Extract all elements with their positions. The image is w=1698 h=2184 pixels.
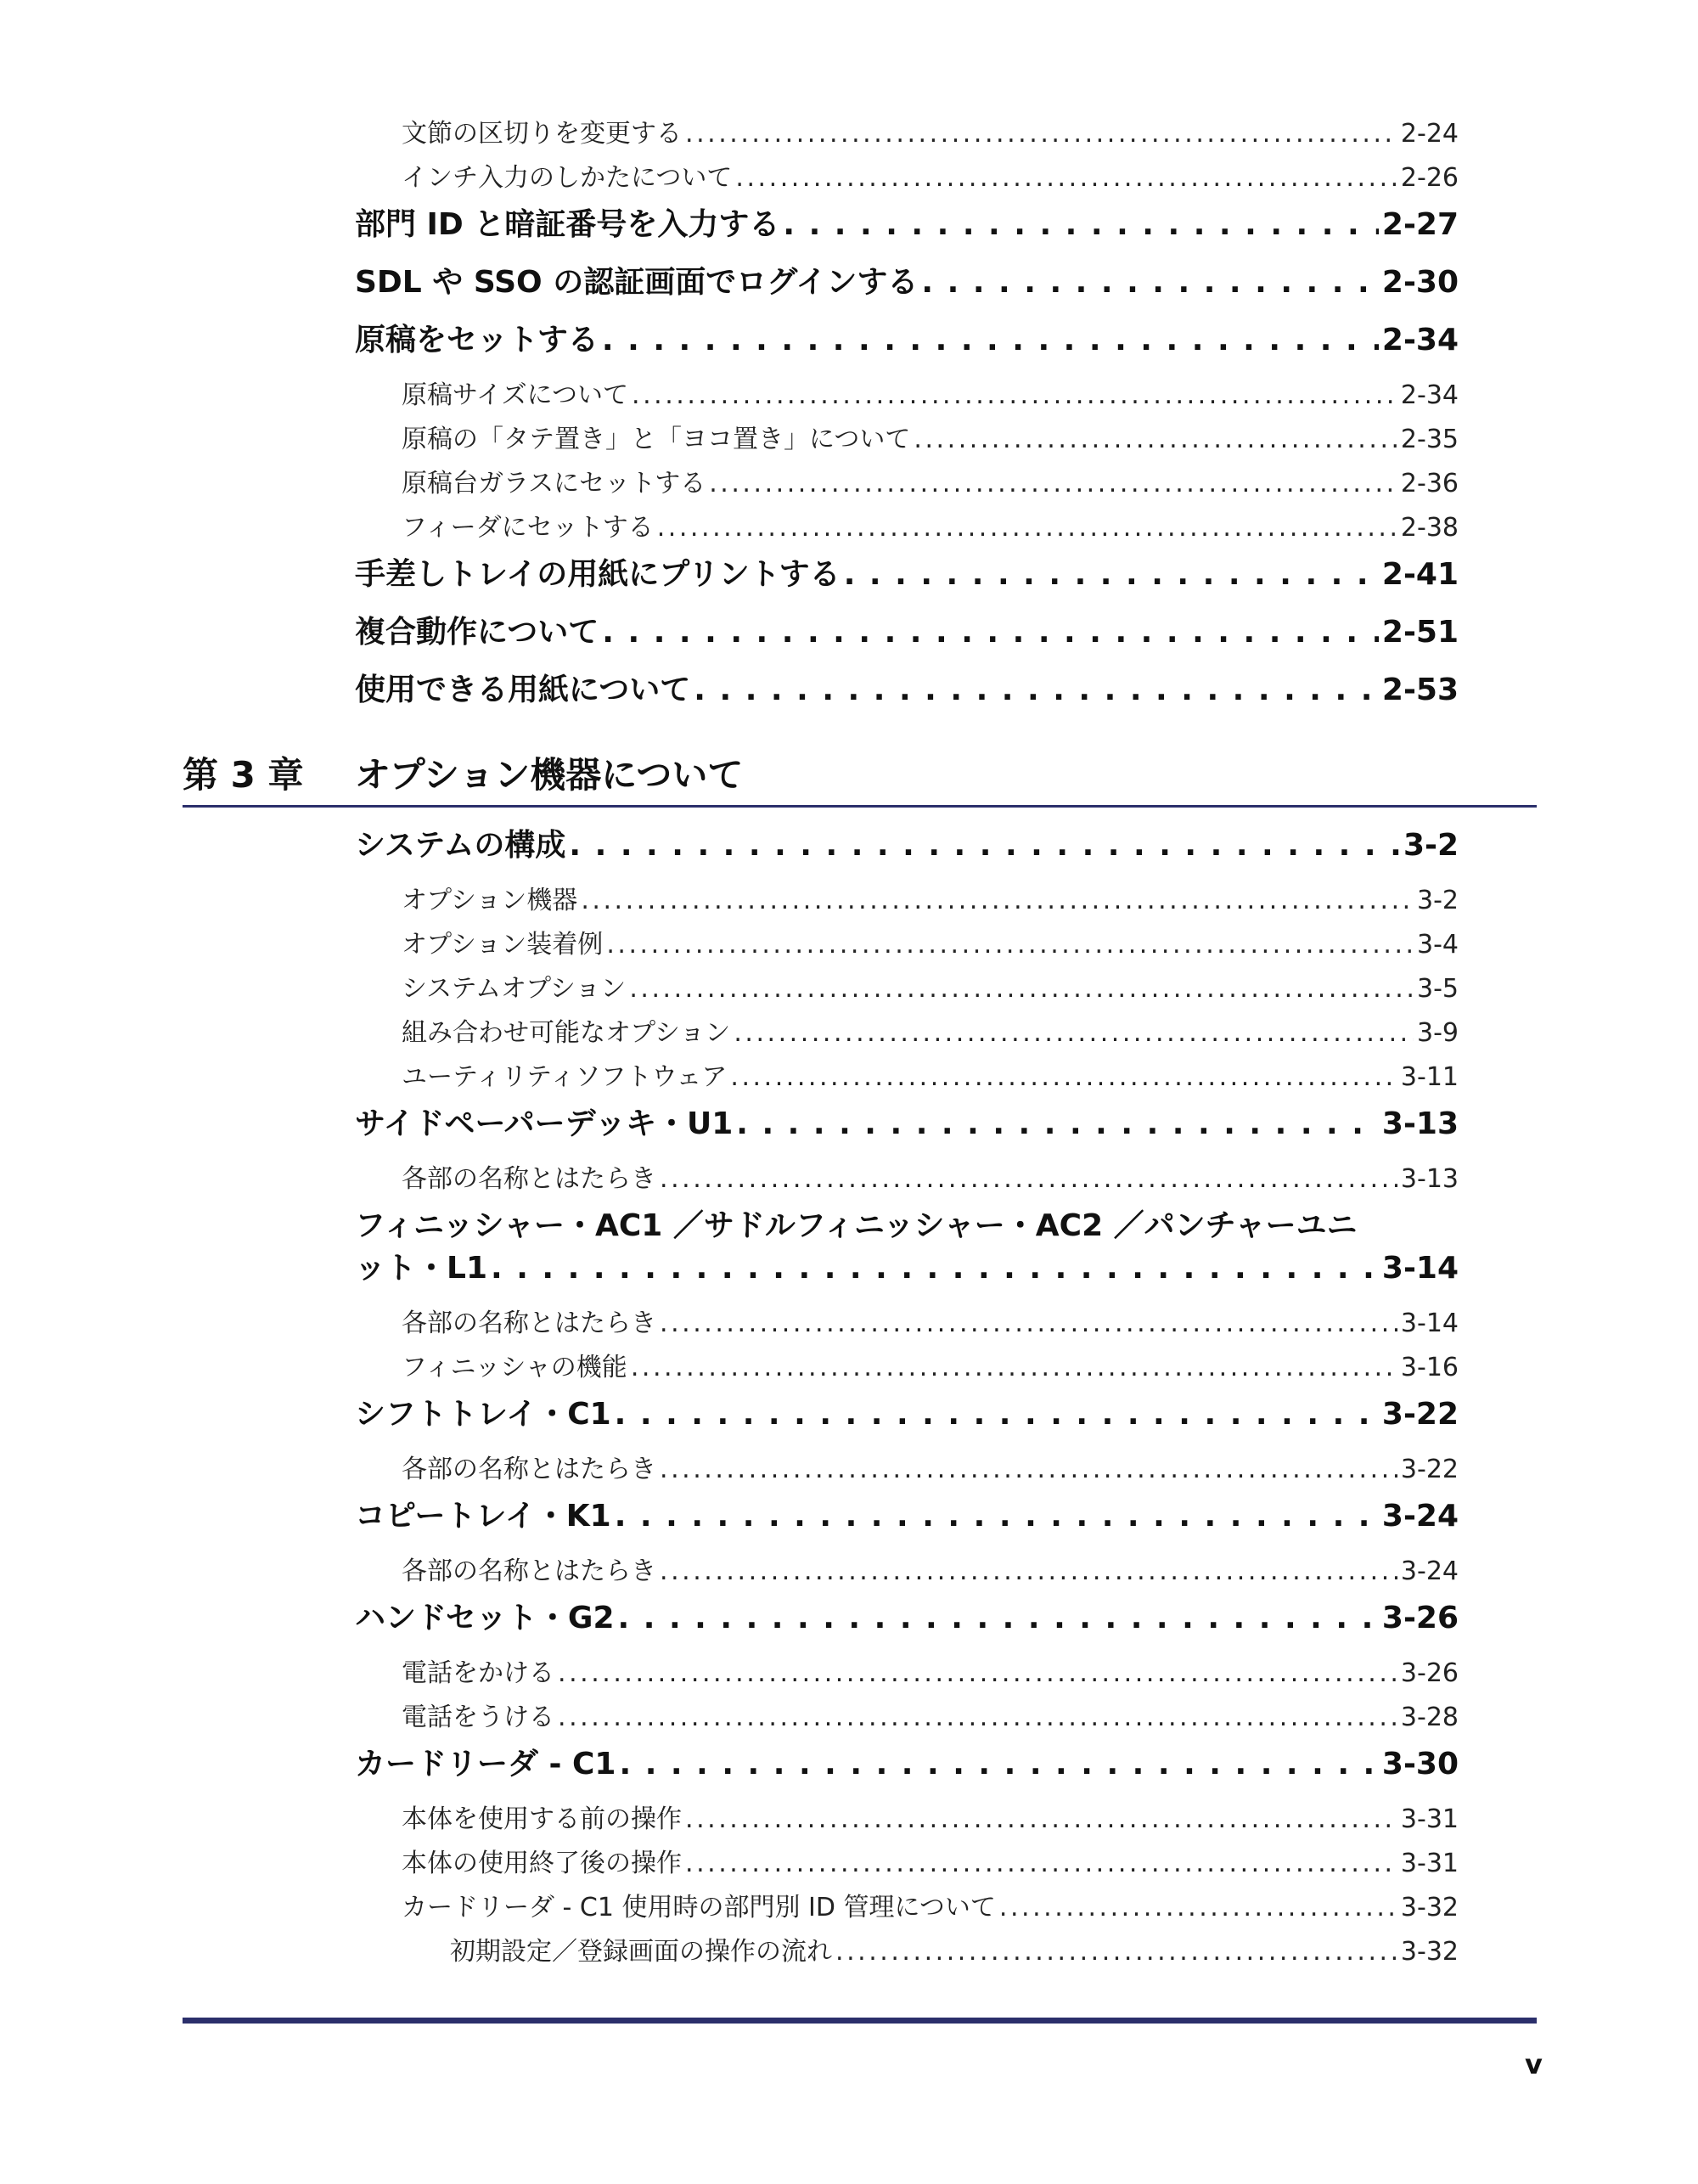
toc-page-number: 3-24 [1400,1556,1459,1586]
toc-entry-title: SDL や SSO の認証画面でログインする [355,265,919,300]
toc-page-number: 2-36 [1400,469,1459,498]
dot-leader [615,1397,1379,1432]
dot-leader [660,1455,1397,1484]
toc-page-number: 3-5 [1417,974,1459,1004]
toc-entry-main[interactable] [355,1740,1459,1798]
toc-entry-sub[interactable] [355,112,1459,156]
toc-page-number: 3-28 [1400,1703,1459,1732]
toc-entry-sub[interactable] [355,1652,1459,1696]
toc-entry-title: ユーティリティソフトウェア [402,1062,728,1092]
dot-leader [602,615,1379,650]
toc-entry-title: 初期設定／登録画面の操作の流れ [450,1937,832,1967]
toc-entry-sub[interactable] [355,1696,1459,1740]
toc-entry-sub[interactable] [355,967,1459,1011]
toc-entry-title: オプション機器 [402,886,578,915]
toc-entry-main[interactable] [355,1492,1459,1550]
dot-leader [660,1164,1397,1194]
toc-top-list [355,112,1459,723]
toc-entry-title: 本体の使用終了後の操作 [402,1849,682,1878]
toc-entry-sub[interactable] [355,923,1459,967]
dot-leader [618,1601,1379,1635]
toc-entry-title: 本体を使用する前の操作 [402,1804,682,1834]
toc-entry-title: オプション装着例 [402,930,604,960]
dot-leader [491,1251,1379,1286]
dot-leader [660,1556,1397,1586]
toc-entry-title: コピートレイ・K1 [355,1499,611,1534]
toc-page-number: 2-27 [1381,207,1459,242]
dot-leader [694,673,1379,707]
toc-entry-sub[interactable] [355,418,1459,462]
toc-entry-title: 組み合わせ可能なオプション [402,1018,731,1048]
toc-entry-title: 原稿をセットする [355,323,599,357]
toc-entry-main[interactable] [355,608,1459,666]
toc-entry-title: フィーダにセットする [402,513,654,543]
toc-page-number: 3-13 [1400,1164,1459,1194]
dot-leader [835,1937,1397,1967]
toc-entry-sub[interactable] [355,462,1459,506]
toc-entry-main[interactable] [355,1244,1459,1302]
dot-leader [734,1018,1414,1048]
dot-leader [685,1849,1397,1878]
dot-leader [730,1062,1397,1092]
toc-entry-main[interactable] [355,550,1459,608]
toc-entry-sub[interactable] [355,1842,1459,1886]
toc-page-number: 2-35 [1400,425,1459,454]
toc-entry-title: サイドペーパーデッキ・U1 [355,1106,734,1141]
toc-page-number: 2-34 [1381,323,1459,357]
chapter-divider [183,805,1537,808]
toc-entry-title: 各部の名称とはたらき [402,1309,656,1338]
toc-page-number: 3-22 [1400,1455,1459,1484]
toc-entry-title: カードリーダ - C1 [355,1747,616,1782]
toc-page-number: 2-51 [1381,615,1459,650]
toc-page-number: 2-24 [1400,119,1459,149]
dot-leader [619,1747,1378,1782]
toc-entry-title: ット・L1 [355,1251,487,1286]
toc-entry-sub[interactable] [355,1157,1459,1202]
toc-page-number: 3-4 [1417,930,1459,960]
dot-leader [735,163,1397,193]
toc-page-number: 2-53 [1381,673,1459,707]
toc-entry-sub[interactable] [355,156,1459,200]
dot-leader [602,323,1379,357]
toc-entry-sub[interactable] [355,1011,1459,1055]
dot-leader [615,1499,1379,1534]
toc-entry-title: ハンドセット・G2 [355,1601,615,1635]
toc-entry-title: 各部の名称とはたらき [402,1556,656,1586]
dot-leader [569,828,1400,863]
toc-entry-sub[interactable] [355,1886,1459,1930]
toc-page-number: 3-32 [1400,1937,1459,1967]
toc-page-number: 3-2 [1417,886,1459,915]
toc-page-number: 3-24 [1381,1499,1459,1534]
toc-entry-title: フィニッシャの機能 [402,1353,627,1382]
dot-leader [581,886,1414,915]
toc-entry-title: 部門 ID と暗証番号を入力する [355,207,780,242]
toc-page-number: 3-14 [1381,1251,1459,1286]
dot-leader [844,557,1379,592]
toc-entry-title: 各部の名称とはたらき [402,1455,656,1484]
toc-entry-wrapped-line[interactable]: フィニッシャー・AC1 ／サドルフィニッシャー・AC2 ／パンチャーユニ [355,1208,1358,1243]
toc-entry-main[interactable] [355,1594,1459,1652]
dot-leader [685,1804,1397,1834]
toc-entry-title: カードリーダ - C1 使用時の部門別 ID 管理について [402,1893,996,1922]
toc-page-number: 2-30 [1381,265,1459,300]
toc-entry-title: 電話をかける [402,1658,554,1688]
toc-entry-title: 電話をうける [402,1703,554,1732]
chapter-title: オプション機器について [355,754,744,796]
toc-entry-title: システムオプション [402,974,627,1004]
toc-entry-main[interactable] [355,821,1459,879]
toc-entry-sub[interactable] [355,1550,1459,1594]
toc-entry-title: 複合動作について [355,615,599,650]
toc-page-number: 2-34 [1400,380,1459,410]
toc-bottom-list [355,821,1459,1974]
toc-entry-title: 各部の名称とはたらき [402,1164,656,1194]
footer-divider [183,2018,1537,2024]
toc-entry-title: システムの構成 [355,828,566,863]
dot-leader [709,469,1397,498]
toc-page-number: 2-41 [1381,557,1459,592]
toc-page-number: 2-38 [1400,513,1459,543]
dot-leader [914,425,1397,454]
toc-page-number: 3-9 [1417,1018,1459,1048]
toc-entry-subsub[interactable] [355,1930,1459,1974]
toc-entry-main[interactable] [355,1390,1459,1448]
toc-entry-title: シフトトレイ・C1 [355,1397,611,1432]
toc-page-number: 3-2 [1403,828,1459,863]
toc-page-number: 3-11 [1400,1062,1459,1092]
toc-entry-sub[interactable] [355,879,1459,923]
toc-entry-title: 使用できる用紙について [355,673,691,707]
toc-page-number: 3-14 [1400,1309,1459,1338]
toc-entry-title: 原稿の「タテ置き」と「ヨコ置き」について [402,425,911,454]
dot-leader [629,974,1414,1004]
chapter-label: 第 3 章 [183,754,304,796]
toc-page-number: 3-22 [1381,1397,1459,1432]
toc-entry-main[interactable] [355,1100,1459,1157]
toc-entry-sub[interactable] [355,1055,1459,1100]
toc-entry-sub[interactable] [355,1448,1459,1492]
toc-page-number: 3-31 [1400,1849,1459,1878]
toc-entry-sub[interactable] [355,506,1459,550]
toc-entry-main[interactable] [355,258,1459,316]
toc-entry-sub[interactable] [355,1798,1459,1842]
page-number: v [1525,2048,1543,2080]
toc-page-number: 3-26 [1381,1601,1459,1635]
toc-page-number: 3-26 [1400,1658,1459,1688]
toc-entry-title: インチ入力のしかたについて [402,163,733,193]
dot-leader [632,380,1397,410]
toc-entry-title: 文節の区切りを変更する [402,119,682,149]
dot-leader [657,513,1397,543]
dot-leader [558,1658,1397,1688]
toc-page-number: 3-31 [1400,1804,1459,1834]
toc-entry-main[interactable] [355,200,1459,258]
toc-page-number: 3-13 [1381,1106,1459,1141]
toc-entry-title: 原稿サイズについて [402,380,628,410]
toc-entry-sub[interactable] [355,1346,1459,1390]
toc-page-number: 3-30 [1381,1747,1459,1782]
toc-entry-sub[interactable] [355,374,1459,418]
dot-leader [783,207,1379,242]
toc-entry-sub[interactable] [355,1302,1459,1346]
toc-entry-title: 手差しトレイの用紙にプリントする [355,557,841,592]
toc-entry-main[interactable] [355,316,1459,374]
toc-page-number: 3-16 [1400,1353,1459,1382]
dot-leader [999,1893,1397,1922]
dot-leader [736,1106,1379,1141]
dot-leader [660,1309,1397,1338]
toc-page-number: 3-32 [1400,1893,1459,1922]
toc-entry-title: 原稿台ガラスにセットする [402,469,706,498]
dot-leader [921,265,1379,300]
dot-leader [606,930,1414,960]
dot-leader [685,119,1397,149]
dot-leader [631,1353,1397,1382]
dot-leader [558,1703,1397,1732]
toc-page-number: 2-26 [1400,163,1459,193]
toc-entry-main[interactable] [355,666,1459,723]
